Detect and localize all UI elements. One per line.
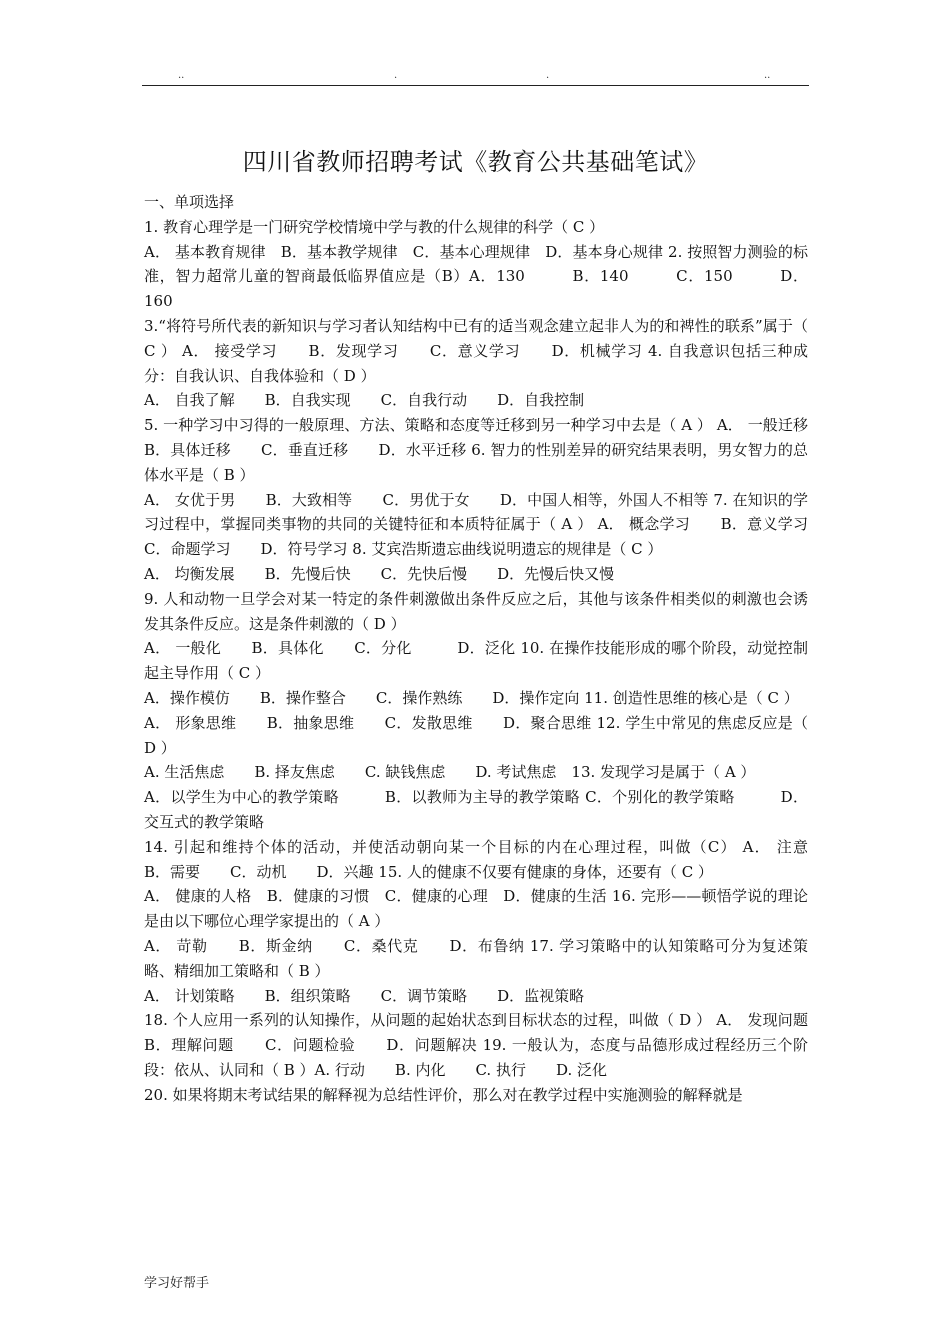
text-line: 1. 教育心理学是一门研究学校情境中学与教的什么规律的科学（ C ） xyxy=(144,217,605,236)
header-mark: . xyxy=(394,70,398,81)
text-line: A．操作模仿 B．操作整合 C．操作熟练 D．操作定向 11. 创造性思维的核心是（ C ） xyxy=(144,688,799,707)
text-line: A． 女优于男 B．大致相等 C．男优于女 D．中国人相等，外国人不相等 7. 在知识的学习过程中，掌握同类事物的共同的关键特征和本质特征属于（ A ） A． 概念学习 B．意义学习 C．命题学习 D．符号学习 8. 艾宾浩斯遗忘曲线说明遗忘的规律是（ C ） xyxy=(144,490,839,559)
text-line: A. 生活焦虑 B. 择友焦虑 C. 缺钱焦虑 D. 考试焦虑 13. 发现学习是属于（ A ） xyxy=(144,763,756,782)
text-line: 14. 引起和维持个体的活动，并使活动朝向某一个目标的内在心理过程，叫做（C） A． 注意 B．需要 C．动机 D．兴趣 15. 人的健康不仅要有健康的身体，还要有（ C ） xyxy=(144,837,839,881)
header-mark: .. xyxy=(178,70,185,81)
text-line: 9. 人和动物一旦学会对某一特定的条件刺激做出条件反应之后，其他与该条件相类似的刺激也会诱发其条件反应。这是条件刺激的（ D ） xyxy=(144,589,808,633)
text-line: A． 健康的人格 B．健康的习惯 C．健康的心理 D．健康的生活 16. 完形——顿悟学说的理论是由以下哪位心理学家提出的（ A ） xyxy=(144,887,808,931)
text-line: A． 基本教育规律 B．基本教学规律 C．基本心理规律 D．基本身心规律 2. 按照智力测验的标准，智力超常儿童的智商最低临界值应是（B）A．130 B．140 C．150 D．160 xyxy=(144,242,808,311)
text-line: A． 一般化 B．具体化 C．分化 D．泛化 10. 在操作技能形成的哪个阶段，动觉控制起主导作用（ C ） xyxy=(144,639,808,683)
text-line: A． 均衡发展 B．先慢后快 C．先快后慢 D．先慢后快又慢 xyxy=(144,564,615,583)
text-line: 20. 如果将期末考试结果的解释视为总结性评价，那么对在教学过程中实施测验的解释就是 xyxy=(144,1085,743,1104)
header-mark: . xyxy=(546,70,550,81)
document-title: 四川省教师招聘考试《教育公共基础笔试》 xyxy=(242,148,709,176)
header-marks xyxy=(142,70,808,86)
text-line: A． 形象思维 B．抽象思维 C．发散思维 D．聚合思维 12. 学生中常见的焦虑反应是（ D ） xyxy=(144,713,808,757)
text-line: 18. 个人应用一系列的认知操作，从问题的起始状态到目标状态的过程，叫做（ D ） A． 发现问题 B．理解问题 C．问题检验 D．问题解决 19. 一般认为，态度与品德形成过程经历三个阶段：依从、认同和（ B ）A. 行动 B. 内化 C. 执行 D. 泛化 xyxy=(144,1011,839,1079)
footer-text: 学习好帮手 xyxy=(144,1276,210,1291)
text-line: A． 计划策略 B．组织策略 C．调节策略 D．监视策略 xyxy=(144,986,585,1005)
document-body xyxy=(144,190,839,1107)
section-heading: 一、单项选择 xyxy=(144,193,235,211)
text-line: A．以学生为中心的教学策略 B．以教师为主导的教学策略 C．个别化的教学策略 D．交互式的教学策略 xyxy=(144,788,808,831)
text-line: 3.“将符号所代表的新知识与学习者认知结构中已有的适当观念建立起非人为的和裨性的联系”属于（ C ） A． 接受学习 B．发现学习 C．意义学习 D．机械学习 4. 自我意识包括三种成分：自我认识、自我体验和（ D ） xyxy=(144,316,808,385)
text-line: A． 苛勒 B．斯金纳 C．桑代克 D．布鲁纳 17. 学习策略中的认知策略可分为复述策略、精细加工策略和（ B ） xyxy=(144,936,808,980)
text-line: 5. 一种学习中习得的一般原理、方法、策略和态度等迁移到另一种学习中去是（ A ） A． 一般迁移 B．具体迁移 C．垂直迁移 D．水平迁移 6. 智力的性别差异的研究结果表明，男女智力的总体水平是（ B ） xyxy=(144,416,839,484)
header-mark: .. xyxy=(764,70,771,81)
text-line: A． 自我了解 B．自我实现 C．自我行动 D．自我控制 xyxy=(144,391,585,410)
header-rule xyxy=(142,85,809,86)
